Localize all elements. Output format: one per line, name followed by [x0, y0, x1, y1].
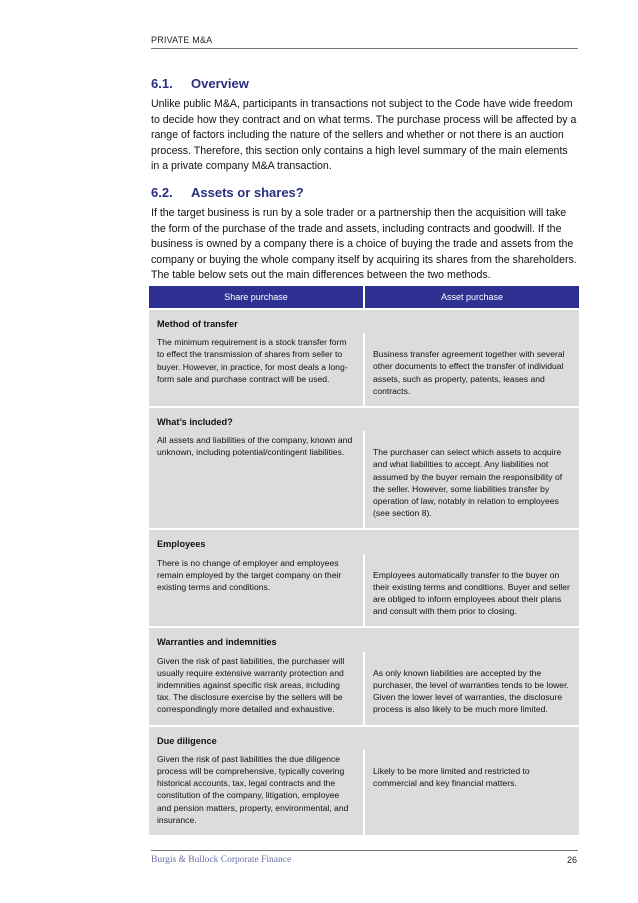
footer-firm-name: Burgis & Bullock Corporate Finance — [151, 855, 292, 865]
row-title: Employees — [149, 530, 579, 553]
page-number: 26 — [566, 855, 577, 865]
row-title: Due diligence — [149, 727, 579, 750]
row-title: What’s included? — [149, 408, 579, 431]
column-header-asset-purchase: Asset purchase — [365, 286, 579, 308]
table-row — [149, 333, 579, 406]
row-title: Method of transfer — [149, 310, 579, 333]
table-row-title — [149, 408, 579, 431]
table-row-title — [149, 530, 579, 553]
footer-rule — [151, 850, 578, 851]
overview-paragraph: Unlike public M&A, participants in transactions not subject to the Code have wide freedom to decide how they contract and on what terms. The purchase process will be affected by a range of factors including the nature of the sellers and whether or not there is an auction process. Therefore, this section only contains a high level summary of the main elements in a private company M&A transaction. — [151, 98, 577, 173]
section-title: Overview — [191, 76, 249, 91]
asset-purchase-cell: Business transfer agreement together with several other documents to effect the transfer of individual assets, such as property, patents, leases and contracts. — [365, 333, 579, 406]
assets-or-shares-paragraph: If the target business is run by a sole trader or a partnership then the acquisition will take the form of the purchase of the trade and assets, including contracts and goodwill. If the business is owned by a company there is a choice of buying the trade and assets from the company or buying the whole company itself by acquiring its shares from the shareholders. The table below sets out the main differences between the two methods. — [151, 207, 577, 282]
section-number: 6.2. — [151, 185, 173, 200]
table-row-title — [149, 310, 579, 333]
column-header-share-purchase: Share purchase — [149, 286, 365, 308]
section-heading-overview — [151, 76, 249, 91]
comparison-table — [149, 286, 579, 835]
table-header-row — [149, 286, 579, 308]
asset-purchase-cell: Employees automatically transfer to the buyer on their existing terms and conditions. Buyer and seller are obliged to inform employees about their plans and consult with them prior to closing. — [365, 554, 579, 627]
share-purchase-cell: Given the risk of past liabilities, the purchaser will usually require extensive warranty protection and indemnities against specific risk areas, including tax. The disclosure exercise by the sellers will be correspondingly more detailed and exhaustive. — [149, 652, 365, 725]
section-title: Assets or shares? — [191, 185, 304, 200]
table-row — [149, 431, 579, 528]
header-rule — [151, 48, 578, 49]
share-purchase-cell: The minimum requirement is a stock transfer form to effect the transmission of shares from seller to buyer. However, in practice, for most deals a long-form sale and purchase contract will be used. — [149, 333, 365, 406]
table-row — [149, 750, 579, 835]
asset-purchase-cell: Likely to be more limited and restricted to commercial and key financial matters. — [365, 750, 579, 835]
section-heading-assets-or-shares — [151, 185, 304, 200]
row-title: Warranties and indemnities — [149, 628, 579, 651]
table-row-title — [149, 628, 579, 651]
table-row — [149, 554, 579, 627]
running-header: PRIVATE M&A — [151, 35, 213, 45]
share-purchase-cell: All assets and liabilities of the company, known and unknown, including potential/contingent liabilities. — [149, 431, 365, 528]
share-purchase-cell: There is no change of employer and employees remain employed by the target company on their existing terms and conditions. — [149, 554, 365, 627]
share-purchase-cell: Given the risk of past liabilities the due diligence process will be comprehensive, typically covering historical accounts, tax, legal contracts and the constitution of the company, litigation, employee and pension matters, property, environmental, and insurance. — [149, 750, 365, 835]
section-number: 6.1. — [151, 76, 173, 91]
asset-purchase-cell: The purchaser can select which assets to acquire and what liabilities to accept. Any liabilities not assumed by the buyer remain the responsibility of the seller. However, some liabilities transfer by operation of law, notably in relation to employees (see section 8). — [365, 431, 579, 528]
asset-purchase-cell: As only known liabilities are accepted by the purchaser, the level of warranties tends to be lower. Given the lower level of warranties, the disclosure process is also likely to be much more limited. — [365, 652, 579, 725]
table-row-title — [149, 727, 579, 750]
table-row — [149, 652, 579, 725]
